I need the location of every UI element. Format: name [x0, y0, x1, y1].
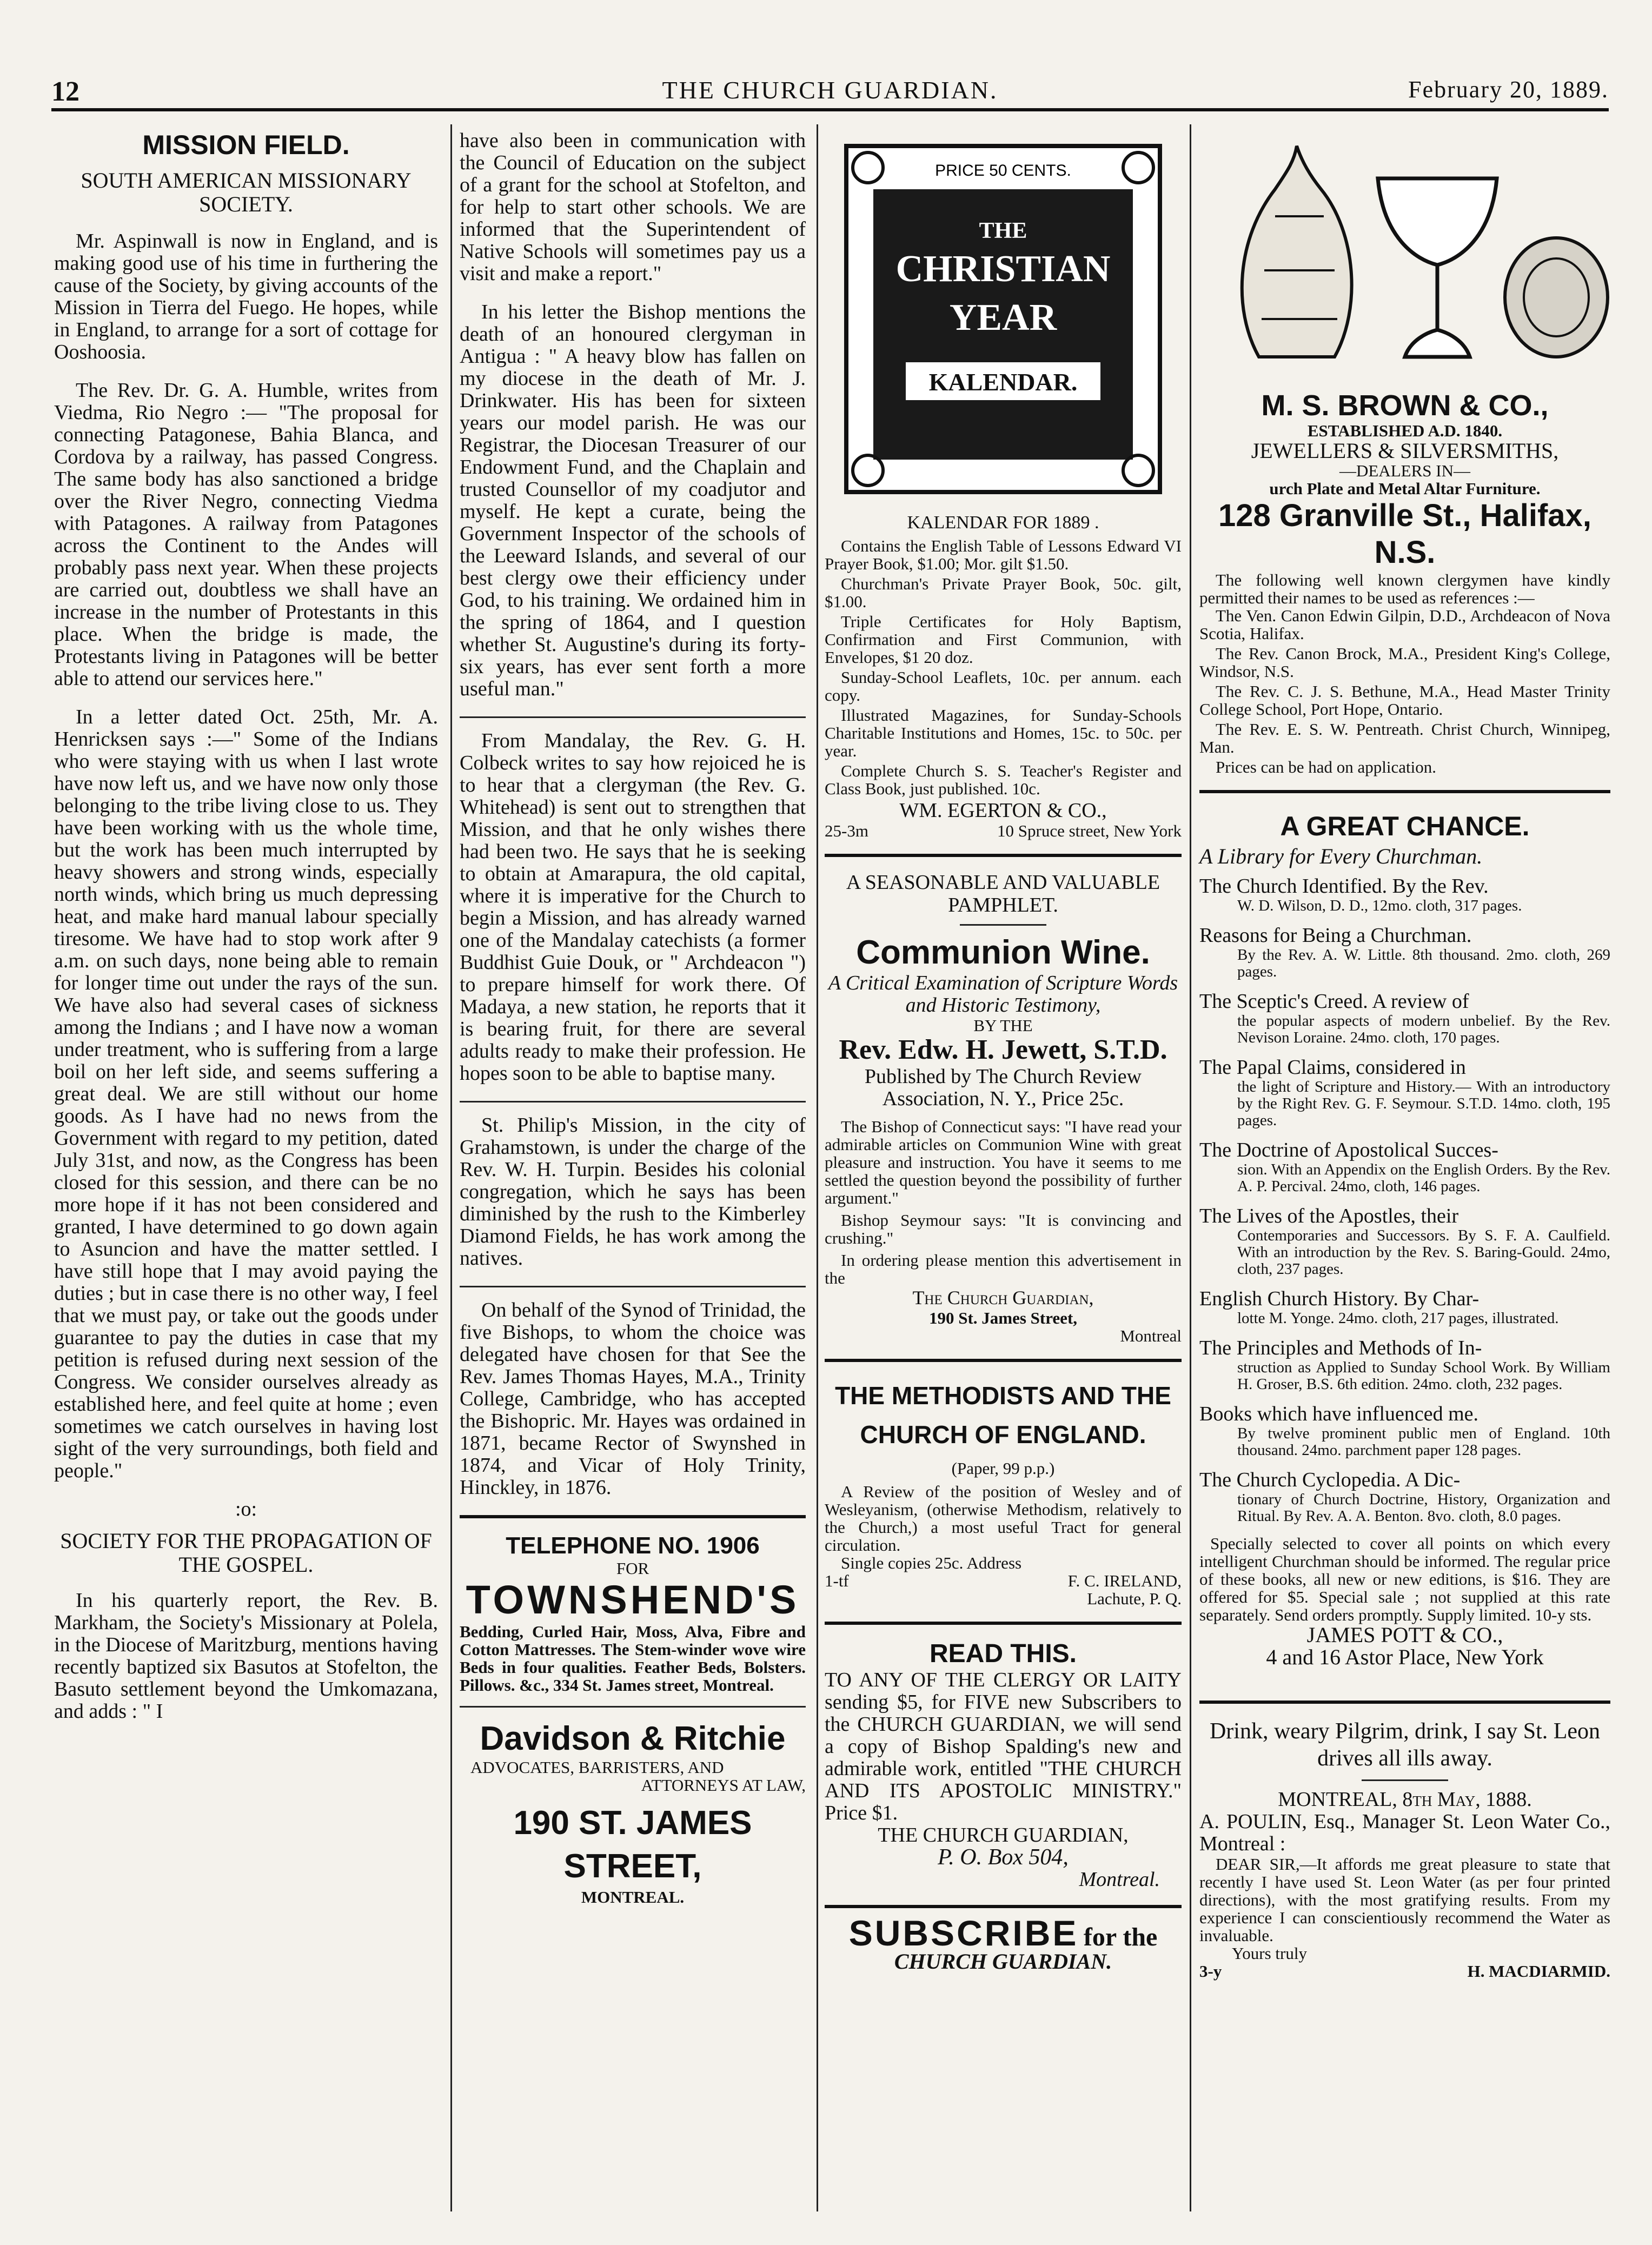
brown-references-intro: The following well known clergymen have kindly permitted their names to be used as references :— [1199, 570, 1610, 607]
pamphlet-quote: Bishop Seymour says: "It is convincing and crushing." [825, 1211, 1182, 1247]
book-title: The Papal Claims, considered in [1199, 1056, 1466, 1079]
section-divider: :o: [235, 1498, 257, 1520]
article-paragraph: In his letter the Bishop mentions the death of an honoured clergyman in Antigua : " A heavy blow has fallen on my diocese in the death of Mr. J. Drinkwater. His has been for sixteen years our model parish. He was our Registrar, the Diocesan Treasurer of our Endowment Fund, and the Chaplain and trusted Counsellor of my coadjutor and myself. He kept a curate, being the Government Inspector of the schools of the Leeward Islands, and several of our best clergy owe their efficiency under God, to his training. We ordained him in the spring of 1864, and I question whether St. Augustine's during its forty-six years, has ever sent forth a more useful man." [460, 301, 806, 700]
ad-townshend-name: TOWNSHEND'S [466, 1577, 800, 1622]
book-title: The Doctrine of Apostolical Succes- [1199, 1139, 1498, 1161]
publisher-address: 10 Spruce street, New York [997, 821, 1182, 840]
column-rule [450, 124, 452, 2211]
flagon-icon [1242, 146, 1352, 357]
column-1 [54, 130, 438, 1739]
ad-davidson-line1: ADVOCATES, BARRISTERS, AND [470, 1758, 724, 1777]
article-paragraph: Mr. Aspinwall is now in England, and is making good use of his time in furthering the cause of the Society, by giving accounts of the Mission in Tierra del Fuego. He hopes, while in England, to arrange for a sort of cottage for Ooshoosia. [54, 230, 438, 363]
leon-closing: Yours truly [1232, 1944, 1307, 1963]
book-item [1199, 990, 1610, 1046]
divider [1199, 790, 1610, 793]
ad-davidson-line2: ATTORNEYS AT LAW, [641, 1776, 806, 1795]
leon-date: MONTREAL, 8th May, 1888. [1278, 1788, 1532, 1811]
pamphlet-intro: A SEASONABLE AND VALUABLE PAMPHLET. [846, 871, 1160, 916]
book-title: The Church Identified. By the Rev. [1199, 875, 1489, 898]
methodists-address: F. C. IRELAND, [1067, 1571, 1182, 1590]
masthead-title: THE CHURCH GUARDIAN. [662, 76, 998, 104]
pamphlet-subtitle: A Critical Examination of Scripture Words and Historic Testimony, [828, 972, 1178, 1017]
book-item [1199, 1287, 1610, 1327]
book-details: Contemporaries and Successors. By S. F. A. Caulfield. With an introduction by the Rev. S. Baring-Gould. 24mo, cloth, 237 pages. [1237, 1227, 1610, 1278]
ad-code: 25-3m [825, 821, 868, 840]
methodists-price: Single copies 25c. Address [841, 1553, 1022, 1572]
chalice-stem [1405, 265, 1470, 357]
list-item: The Rev. E. S. W. Pentreath. Christ Church, Winnipeg, Man. [1199, 720, 1610, 756]
column-2 [460, 130, 806, 1906]
kalendar-publisher: WM. EGERTON & CO., [899, 799, 1107, 822]
issue-date: February 20, 1889. [1408, 76, 1609, 103]
cal-christian: CHRISTIAN [895, 248, 1111, 290]
brown-address: 128 Granville St., Halifax, N.S. [1218, 498, 1591, 570]
subscribe-ad [825, 1913, 1182, 1974]
book-item [1199, 1403, 1610, 1459]
book-title: The Church Cyclopedia. A Dic- [1199, 1469, 1461, 1491]
book-title: The Lives of the Apostles, their [1199, 1205, 1459, 1227]
ad-code: 3-y [1199, 1962, 1222, 1981]
book-details: the popular aspects of modern unbelief. By the Rev. Nevison Loraine. 24mo. cloth, 170 pages. [1237, 1012, 1610, 1046]
book-list [1199, 875, 1610, 1525]
book-details: By the Rev. A. W. Little. 8th thousand. 2mo. cloth, 269 pages. [1237, 946, 1610, 980]
methodists-description: A Review of the position of Wesley and of Wesleyanism, (otherwise Methodism, relatively to the Church,) a most useful Tract for general circulation. [825, 1482, 1182, 1555]
read-this-title: READ THIS. [929, 1639, 1077, 1668]
subscribe-word: SUBSCRIBE [848, 1913, 1079, 1953]
pott-address: 4 and 16 Astor Place, New York [1266, 1645, 1544, 1669]
column-rule [1190, 124, 1191, 2211]
brown-ad [1199, 130, 1610, 776]
cal-price: PRICE 50 CENTS. [935, 162, 1071, 180]
paten-icon [1505, 238, 1608, 357]
book-item [1199, 1139, 1610, 1195]
communion-wine-ad [825, 871, 1182, 1345]
book-details: struction as Applied to Sunday School Work. By William H. Groser, B.S. 6th edition. 24mo. cloth, 232 pages. [1237, 1359, 1610, 1393]
divider [1199, 1701, 1610, 1704]
book-title: The Principles and Methods of In- [1199, 1337, 1482, 1359]
book-details: W. D. Wilson, D. D., 12mo. cloth, 317 pages. [1237, 897, 1522, 914]
book-details: tionary of Church Doctrine, History, Organization and Ritual. By Rev. A. A. Benton. 8vo. cloth, 8.0 pages. [1237, 1491, 1610, 1525]
brown-name: M. S. BROWN & CO., [1261, 389, 1549, 422]
column-3 [825, 130, 1182, 1972]
divider [825, 1622, 1182, 1625]
divider [825, 1359, 1182, 1362]
column-rule [817, 124, 818, 2211]
list-item: Triple Certificates for Holy Baptism, Confirmation and First Communion, with Envelopes, $1 20 doz. [825, 612, 1182, 667]
subscribe-paper: CHURCH GUARDIAN. [894, 1949, 1112, 1974]
article-paragraph: In his quarterly report, the Rev. B. Markham, the Society's Missionary at Polela, in the Diocese of Maritzburg, mentions having recently baptized six Basutos at Stofelton, the Basuto settlement beyond the Umkomazana, and adds : " I [54, 1589, 438, 1723]
page-header [51, 76, 1609, 111]
leon-signature-line [1199, 1962, 1610, 1980]
brown-reference-list [1199, 607, 1610, 756]
methodists-address-line [825, 1572, 1182, 1590]
book-title: Books which have influenced me. [1199, 1403, 1479, 1425]
book-details: By twelve prominent public men of England. 10th thousand. 24mo. parchment paper 128 pages. [1237, 1425, 1610, 1459]
page-number: 12 [51, 76, 79, 107]
kalendar-caption: KALENDAR FOR 1889 . [907, 513, 1099, 533]
great-chance-ad [1199, 807, 1610, 1668]
pamphlet-author: Rev. Edw. H. Jewett, S.T.D. [839, 1034, 1167, 1065]
read-this-signature: P. O. Box 504, [938, 1845, 1069, 1870]
st-leon-ad [1199, 1718, 1610, 1980]
article-heading: SOUTH AMERICAN MISSIONARY SOCIETY. [81, 168, 412, 216]
divider [460, 1515, 806, 1518]
ad-city: MONTREAL. [581, 1888, 685, 1907]
list-item: Complete Church S. S. Teacher's Register and Class Book, just published. 10c. [825, 761, 1182, 798]
ad-townshend-text: Bedding, Curled Hair, Moss, Alva, Fibre and Cotton Mattresses. The Stem-winder wove wire Beds in four qualities. Feather Beds, Bolsters. Pillows. &c., 334 St. James street, Montreal. [460, 1622, 806, 1695]
book-details: lotte M. Yonge. 24mo. cloth, 217 pages, illustrated. [1237, 1310, 1559, 1327]
ad-davidson-name: Davidson & Ritchie [480, 1720, 786, 1757]
kalendar-item-list [825, 537, 1182, 798]
read-this-signature: THE CHURCH GUARDIAN, [878, 1824, 1129, 1847]
chalice-icon [1378, 178, 1497, 265]
divider [825, 1905, 1182, 1908]
article-paragraph: From Mandalay, the Rev. G. H. Colbeck writes to say how rejoiced he is to hear that a clergyman (the Rev. G. Whitehead) is sent out to strengthen that Mission, and that he only wishes there had been two. He says that he is seeking to obtain at Amarapura, the old capital, where it is imperative for the Church to begin a Mission, and has already warned one of the Mandalay catechists (a former Buddhist Guie Douk, or " Archdeacon ") to prepare himself for work there. Of Madaya, a new station, he reports that it is bearing fruit, for there are several adults ready to make their profession. He hopes soon to be able to baptise many. [460, 729, 806, 1085]
chance-note: Specially selected to cover all points on which every intelligent Churchman should be informed. The regular price of these books, all new or new editions, is $16. They are offered for $5. Special sale ; not supplied at this rate separately. Send orders promptly. Supply limited. 10-y sts. [1199, 1534, 1610, 1624]
list-item: The Rev. Canon Brock, M.A., President King's College, Windsor, N.S. [1199, 644, 1610, 681]
leon-slogan: Drink, weary Pilgrim, drink, I say St. Leon drives all ills away. [1209, 1719, 1601, 1771]
ad-code: 1-tf [825, 1571, 849, 1590]
brown-dealers: —DEALERS IN— [1339, 461, 1470, 480]
section-title: MISSION FIELD. [142, 130, 350, 160]
methodists-paper: (Paper, 99 p.p.) [951, 1459, 1055, 1478]
brown-established: ESTABLISHED A.D. 1840. [1307, 421, 1503, 440]
short-rule [1362, 1779, 1448, 1781]
article-paragraph: In a letter dated Oct. 25th, Mr. A. Henricksen says :—" Some of the Indians who were staying with us when I last wrote have now left us, and we have now only those belonging to the tribe living close to us. They have been working with us the whole time, but the work has been much interrupted by heavy showers and strong winds, especially north winds, which bring us much depressing heat, and make hard manual labour specially tiresome. We have had to stop work after 9 a.m. on such days, none being able to remain for longer time out under the rays of the sun. We have also had several cases of sickness among the Indians ; and I have now a woman under treatment, who is suffering from a large boil on her left side, and seems suffering a great deal. We are still without our home goods. As I have had no news from the Government with regard to my petition, dated July 31st, and now, as the Congress has been closed for this session, and there can be no more hope if it has not been considered and granted, I have determined to go down again to Asuncion and have the matter settled. I have still hope that I may avoid paying the duties ; but in case there is no other way, I feel that we must pay, or take out the goods under guarantee to pay the duties in case that my petition is refused during next session of the Congress. We consider ourselves already as established here, and feel quite at home ; even sometimes we catch ourselves in having lost sight of the very surroundings, both field and people." [54, 706, 438, 1482]
leon-addressee: A. POULIN, Esq., Manager St. Leon Water Co., Montreal : [1199, 1810, 1610, 1855]
pamphlet-by: BY THE [973, 1016, 1033, 1035]
pamphlet-order-note: In ordering please mention this advertisement in the [825, 1251, 1182, 1287]
davidson-ad [460, 1719, 806, 1906]
book-item [1199, 1205, 1610, 1278]
pamphlet-city: Montreal [1120, 1326, 1182, 1345]
subscribe-line [825, 1913, 1182, 1953]
pamphlet-publisher: Published by The Church Review Association, N. Y., Price 25c. [864, 1065, 1142, 1110]
kalendar-address-line [825, 822, 1182, 840]
short-rule [960, 924, 1046, 926]
divider [460, 1286, 806, 1287]
list-item: Contains the English Table of Lessons Edward VI Prayer Book, $1.00; Mor. gilt $1.50. [825, 536, 1182, 573]
ad-for: FOR [616, 1559, 649, 1578]
list-item: The Rev. C. J. S. Bethune, M.A., Head Master Trinity College School, Port Hope, Ontario. [1199, 682, 1610, 719]
pamphlet-paper: The Church Guardian, [912, 1287, 1094, 1309]
ad-telephone: TELEPHONE NO. 1906 [506, 1532, 760, 1559]
book-details: the light of Scripture and History.— With an introductory by the Right Rev. G. F. Seymour. S.T.D. 14mo. cloth, 195 pages. [1237, 1078, 1610, 1129]
read-this-ad [825, 1639, 1182, 1891]
book-item [1199, 924, 1610, 980]
list-item: The Ven. Canon Edwin Gilpin, D.D., Archdeacon of Nova Scotia, Halifax. [1199, 606, 1610, 643]
pamphlet-title: Communion Wine. [856, 934, 1150, 971]
book-title: English Church History. By Char- [1199, 1287, 1479, 1310]
kalendar-cover-illustration [825, 130, 1182, 508]
book-item [1199, 875, 1610, 914]
article-heading: SOCIETY FOR THE PROPAGATION OF THE GOSPEL. [60, 1529, 432, 1577]
divider [460, 716, 806, 718]
cal-the: THE [979, 218, 1027, 243]
pott-name: JAMES POTT & CO., [1306, 1623, 1503, 1647]
article-paragraph: On behalf of the Synod of Trinidad, the five Bishops, to whom the choice was delegated have chosen for that See the Rev. James Thomas Hayes, M.A., Trinity College, Cambridge, who has accepted the Bishopric. Mr. Hayes was ordained in 1871, became Rector of Swynshed in 1874, and Vicar of Holy Trinity, Hinckley, in 1876. [460, 1299, 806, 1499]
methodists-address: Lachute, P. Q. [1087, 1589, 1182, 1608]
book-details: sion. With an Appendix on the English Orders. By the Rev. A. P. Percival. 24mo, cloth, 146 pages. [1237, 1161, 1610, 1195]
book-title: Reasons for Being a Churchman. [1199, 924, 1472, 947]
book-item [1199, 1337, 1610, 1393]
list-item: Illustrated Magazines, for Sunday-Schools Charitable Institutions and Homes, 15c. to 50c. per year. [825, 706, 1182, 760]
brown-trade: JEWELLERS & SILVERSMITHS, [1251, 439, 1559, 463]
leon-signature: H. MACDIARMID. [1467, 1962, 1610, 1981]
subscribe-for: for the [1083, 1923, 1158, 1951]
column-4 [1199, 130, 1610, 1980]
chance-title: A GREAT CHANCE. [1280, 811, 1530, 841]
townshend-ad [460, 1532, 806, 1694]
ad-address: 190 ST. JAMES STREET, [513, 1804, 752, 1885]
read-this-signature: Montreal. [1079, 1868, 1160, 1891]
pamphlet-paper-address: 190 St. James Street, [928, 1309, 1078, 1327]
divider [825, 854, 1182, 857]
book-title: The Sceptic's Creed. A review of [1199, 990, 1469, 1013]
kalendar-ad [825, 130, 1182, 840]
divider [460, 1706, 806, 1708]
methodists-ad [825, 1376, 1182, 1608]
read-this-text: TO ANY OF THE CLERGY OR LAITY sending $5, for FIVE new Subscribers to the CHURCH GUARDIAN, we will send a copy of Bishop Spalding's new and admirable work, entitled "THE CHURCH AND ITS APOSTOLIC MINISTRY." Price $1. [825, 1669, 1182, 1824]
article-paragraph: have also been in communication with the Council of Education on the subject of a grant for the school at Stofelton, and for help to start other schools. We are informed that the Superintendent of Native Schools will sometimes pay us a visit and make a report." [460, 129, 806, 285]
article-paragraph: The Rev. Dr. G. A. Humble, writes from Viedma, Rio Negro :— "The proposal for connecting Patagonese, Bahia Blanca, and Cordova by a railway, has passed Congress. The same body has also sanctioned a bridge over the River Negro, connecting Viedma with Patagones. A railway from Patagones across the Continent to the Andes will probably pass next year. When these projects are carried out, doubtless we shall have an increase in the number of Protestants in this place. When the bridge is made, the Protestants living in Patagones will be better able to attend our services here." [54, 379, 438, 690]
brown-goods: urch Plate and Metal Altar Furniture. [1269, 479, 1541, 498]
article-paragraph: St. Philip's Mission, in the city of Grahamstown, is under the charge of the Rev. W. H. Turpin. Besides his colonial congregation, which he says has been diminished by the rush to the Kimberley Diamond Fields, he has work among the natives. [460, 1114, 806, 1270]
book-item [1199, 1056, 1610, 1129]
church-plate-illustration [1199, 130, 1610, 389]
divider [460, 1101, 806, 1102]
leon-letter: DEAR SIR,—It affords me great pleasure to state that recently I have used St. Leon Water (as per four printed directions), with the most gratifying results. From my experience I can conscientiously recommend the Water as invaluable. [1199, 1855, 1610, 1945]
cal-kalendar: KALENDAR. [928, 368, 1078, 396]
pamphlet-quote: The Bishop of Connecticut says: "I have read your admirable articles on Communion Wine with great pleasure and instruction. You have it seems to me settled the question beyond the possibility of further argument." [825, 1117, 1182, 1207]
chance-subtitle: A Library for Every Churchman. [1199, 844, 1483, 868]
list-item: Churchman's Private Prayer Book, 50c. gilt, $1.00. [825, 574, 1182, 611]
cal-year: YEAR [949, 297, 1057, 338]
book-item [1199, 1469, 1610, 1525]
list-item: Sunday-School Leaflets, 10c. per annum. each copy. [825, 668, 1182, 705]
methodists-title: THE METHODISTS AND THE CHURCH OF ENGLAND. [835, 1381, 1171, 1449]
brown-prices: Prices can be had on application. [1216, 758, 1437, 776]
